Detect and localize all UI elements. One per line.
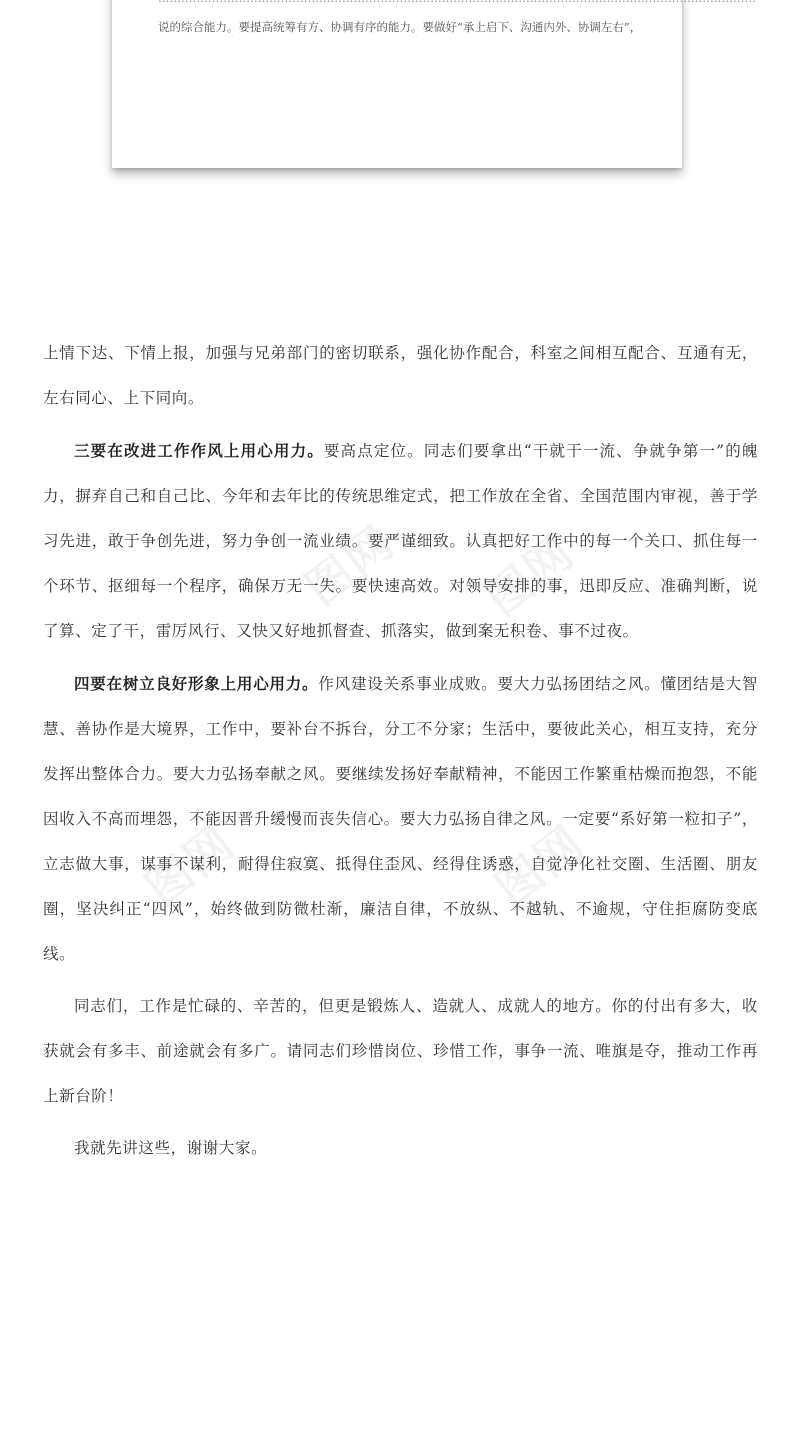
paragraph-work-style — [43, 428, 758, 654]
watermark: 图网 — [295, 514, 405, 617]
paragraph-heading: 三要在改进工作作风上用心用力。 — [74, 441, 324, 460]
paragraph-text: 要高点定位。同志们要拿出“干就干一流、争就争第一”的魄力，摒弃自己和自己比、今年和去年比的传统思维定式，把工作放在全省、全国范围内审视，善于学习先进，敢于争创先进，努力争创一流业绩。要严谨细致。认真把好工作中的每一个关口、抓住每一个环节、抠细每一个程序，确保万无一失。要快速高效。对领导安排的事，迅即反应、准确判断，说了算、定了干，雷厉风行、又快又好地抓督查、抓落实，做到案无积卷、事不过夜。 — [43, 442, 758, 640]
watermark: 图网 — [485, 814, 595, 917]
paragraph-thanks: 我就先讲这些，谢谢大家。 — [74, 1139, 268, 1157]
preview-line-cut — [158, 0, 652, 6]
paragraph-text: 作风建设关系事业成败。要大力弘扬团结之风。懂团结是大智慧、善协作是大境界，工作中，要补台不拆台，分工不分家；生活中，要彼此关心，相互支持，充分发挥出整体合力。要大力弘扬奉献之风。要继续发扬好奉献精神，不能因工作繁重枯燥而抱怨，不能因收入不高而埋怨，不能因晋升缓慢而丧失信心。要大力弘扬自律之风。一定要“系好第一粒扣子”，立志做大事，谋事不谋利，耐得住寂寞、抵得住歪风、经得住诱惑，自觉净化社交圈、生活圈、朋友圈，坚决纠正“四风”，始终做到防微杜渐，廉洁自律，不放纵、不越轨、不逾规，守住拒腐防变底线。 — [43, 675, 758, 963]
paragraph-heading: 四要在树立良好形象上用心用力。 — [74, 674, 319, 693]
page-preview-card — [112, 0, 682, 168]
paragraph-continuation: 上情下达、下情上报，加强与兄弟部门的密切联系，强化协作配合，科室之间相互配合、互通有无，左右同心、上下同向。 — [43, 344, 758, 407]
watermark: 图网 — [135, 814, 245, 917]
document-body — [43, 331, 758, 1178]
preview-line: 说的综合能力。要提高统筹有方、协调有序的能力。要做好“承上启下、沟通内外、协调左右”， — [158, 20, 642, 34]
watermark: 图网 — [475, 524, 585, 627]
paragraph-closing: 同志们，工作是忙碌的、辛苦的，但更是锻炼人、造就人、成就人的地方。你的付出有多大，收获就会有多丰、前途就会有多广。请同志们珍惜岗位、珍惜工作，事争一流、唯旗是夺，推动工作再上新台阶！ — [43, 997, 758, 1105]
paragraph-good-image — [43, 661, 758, 977]
